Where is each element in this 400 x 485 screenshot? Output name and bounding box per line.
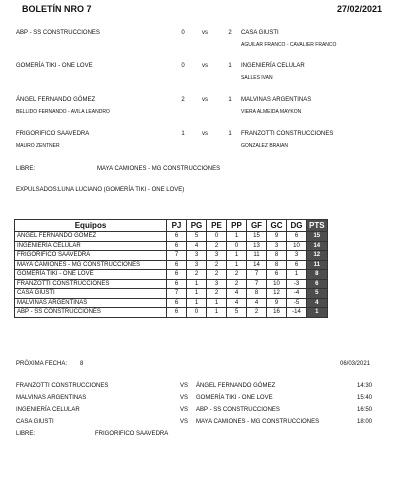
cell-pp: 4: [227, 289, 247, 299]
cell-gf: 7: [247, 270, 267, 280]
fixture-row: [0, 383, 400, 393]
cell-dg: 10: [287, 241, 307, 251]
cell-pe: 2: [207, 270, 227, 280]
cell-gf: 2: [247, 308, 267, 318]
fixture-row: [0, 395, 400, 405]
fixture-home: CASA GIUSTI: [16, 419, 54, 425]
cell-gc: 8: [267, 260, 287, 270]
home-team: ABP - SS CONSTRUCCIONES: [16, 30, 100, 36]
cell-pg: 1: [187, 289, 207, 299]
col-pj: PJ: [167, 220, 187, 232]
home-scorers: BELLIDO FERNANDO - AVILA LEANDRO: [16, 109, 110, 115]
standings-table: [14, 219, 328, 318]
cell-pj: 6: [167, 241, 187, 251]
standings-row: [15, 241, 328, 251]
fixture-home: INGENIERÍA CELULAR: [16, 407, 80, 413]
bulletin-date: 27/02/2021: [336, 4, 382, 14]
cell-gf: 4: [247, 298, 267, 308]
expulsados-label: EXPULSADOS:: [16, 187, 59, 193]
fixture-time: 16:50: [357, 407, 373, 413]
cell-pj: 6: [167, 270, 187, 280]
cell-pe: 2: [207, 241, 227, 251]
cell-team: INGENIERÍA CELULAR: [15, 241, 167, 251]
col-gc: GC: [267, 220, 287, 232]
cell-pp: 2: [227, 270, 247, 280]
cell-pj: 6: [167, 232, 187, 242]
cell-pe: 2: [207, 289, 227, 299]
cell-pg: 1: [187, 298, 207, 308]
fixture-time: 18:00: [357, 419, 373, 425]
fixture-row: [0, 419, 400, 429]
away-team: INGENIERÍA CELULAR: [241, 63, 305, 69]
cell-dg: -5: [287, 298, 307, 308]
fixture-time: 14:30: [357, 383, 373, 389]
away-scorers: AGUILAR FRANCO - CAVALIER FRANCO: [241, 42, 337, 48]
fixture-away: MAYA CAMIONES - MG CONSTRUCCIONES: [196, 419, 320, 425]
cell-dg: -14: [287, 308, 307, 318]
cell-pts: 5: [307, 289, 328, 299]
cell-pe: 2: [207, 260, 227, 270]
away-scorers: SALLES IVAN: [241, 75, 273, 81]
cell-team: ABP - SS CONSTRUCCIONES: [15, 308, 167, 318]
cell-pg: 2: [187, 270, 207, 280]
match-result: [0, 131, 400, 157]
cell-pts: 12: [307, 251, 328, 261]
fixture-away: GOMERÍA TIKI - ONE LOVE: [196, 395, 273, 401]
vs-label: vs: [202, 131, 208, 137]
cell-team: MALVINAS ARGENTINAS: [15, 298, 167, 308]
col-dg: DG: [287, 220, 307, 232]
cell-pp: 4: [227, 298, 247, 308]
next-libre-team: FRIGORIFICO SAAVEDRA: [95, 431, 169, 437]
fixture-away: ÁNGEL FERNANDO GÓMEZ: [196, 383, 276, 389]
cell-pts: 8: [307, 270, 328, 280]
cell-pg: 0: [187, 308, 207, 318]
vs-label: vs: [202, 97, 208, 103]
cell-team: ÁNGEL FERNANDO GÓMEZ: [15, 232, 167, 242]
col-pg: PG: [187, 220, 207, 232]
fixture-row: [0, 407, 400, 417]
away-team: FRANZOTTI CONSTRUCCIONES: [241, 131, 334, 137]
cell-gf: 7: [247, 279, 267, 289]
match-result: [0, 63, 400, 89]
cell-pe: 1: [207, 308, 227, 318]
away-scorers: GONZALEZ BRAIAN: [241, 143, 288, 149]
fixture-vs: VS: [180, 383, 189, 389]
col-pp: PP: [227, 220, 247, 232]
home-score: 0: [181, 63, 185, 69]
cell-pj: 7: [167, 251, 187, 261]
cell-gc: 6: [267, 270, 287, 280]
cell-pg: 4: [187, 241, 207, 251]
cell-dg: 6: [287, 232, 307, 242]
away-team: MALVINAS ARGENTINAS: [241, 97, 312, 103]
cell-gf: 11: [247, 251, 267, 261]
cell-dg: -4: [287, 289, 307, 299]
cell-pj: 6: [167, 298, 187, 308]
cell-gf: 15: [247, 232, 267, 242]
cell-team: FRIGORIFICO SAAVEDRA: [15, 251, 167, 261]
home-score: 2: [181, 97, 185, 103]
match-result: [0, 30, 400, 56]
cell-team: MAYA CAMIONES - MG CONSTRUCCIONES: [15, 260, 167, 270]
away-team: CASA GIUSTI: [241, 30, 279, 36]
cell-pts: 11: [307, 260, 328, 270]
fixture-home: MALVINAS ARGENTINAS: [16, 395, 87, 401]
cell-pp: 2: [227, 279, 247, 289]
cell-pp: 1: [227, 251, 247, 261]
standings-row: [15, 298, 328, 308]
away-scorers: VIERA ALMEIDA MAYKON: [241, 109, 302, 115]
cell-pts: 1: [307, 308, 328, 318]
cell-gf: 13: [247, 241, 267, 251]
home-team: ÁNGEL FERNANDO GÓMEZ: [16, 97, 96, 103]
away-score: 2: [228, 30, 232, 36]
col-equipos: Equipos: [15, 220, 167, 232]
home-score: 0: [181, 30, 185, 36]
cell-pj: 6: [167, 279, 187, 289]
cell-team: GOMERÍA TIKI - ONE LOVE: [15, 270, 167, 280]
libre-label: LIBRE:: [16, 166, 36, 172]
cell-pj: 6: [167, 308, 187, 318]
standings-header-row: [15, 220, 328, 232]
next-round-number: 8: [80, 361, 84, 367]
cell-pg: 3: [187, 251, 207, 261]
fixture-vs: VS: [180, 407, 189, 413]
cell-gc: 16: [267, 308, 287, 318]
home-score: 1: [181, 131, 185, 137]
col-pts: PTS: [307, 220, 328, 232]
next-round-date: 06/03/2021: [340, 361, 371, 367]
fixture-away: ABP - SS CONSTRUCCIONES: [196, 407, 280, 413]
cell-pp: 5: [227, 308, 247, 318]
cell-pe: 0: [207, 232, 227, 242]
home-team: GOMERÍA TIKI - ONE LOVE: [16, 63, 93, 69]
cell-pg: 3: [187, 260, 207, 270]
col-pe: PE: [207, 220, 227, 232]
standings-row: [15, 270, 328, 280]
home-team: FRIGORIFICO SAAVEDRA: [16, 131, 90, 137]
standings-row: [15, 308, 328, 318]
away-score: 1: [228, 63, 232, 69]
bulletin-title: BOLETÍN NRO 7: [22, 4, 92, 14]
home-scorers: MAURO ZENTNER: [16, 143, 60, 149]
fixture-vs: VS: [180, 395, 189, 401]
cell-dg: -3: [287, 279, 307, 289]
cell-pg: 1: [187, 279, 207, 289]
cell-dg: 6: [287, 260, 307, 270]
col-gf: GF: [247, 220, 267, 232]
fixture-home: FRANZOTTI CONSTRUCCIONES: [16, 383, 109, 389]
libre-team: MAYA CAMIONES - MG CONSTRUCCIONES: [97, 166, 221, 172]
cell-gc: 3: [267, 241, 287, 251]
expulsados-value: LUNA LUCIANO (GOMERÍA TIKI - ONE LOVE): [58, 187, 185, 193]
cell-pe: 3: [207, 279, 227, 289]
cell-team: CASA GIUSTI: [15, 289, 167, 299]
cell-gf: 8: [247, 289, 267, 299]
cell-pp: 1: [227, 232, 247, 242]
cell-pts: 4: [307, 298, 328, 308]
cell-pp: 1: [227, 260, 247, 270]
standings-row: [15, 251, 328, 261]
cell-dg: 1: [287, 270, 307, 280]
vs-label: vs: [202, 30, 208, 36]
cell-gc: 9: [267, 232, 287, 242]
cell-gc: 9: [267, 298, 287, 308]
fixture-time: 15:40: [357, 395, 373, 401]
cell-pe: 1: [207, 298, 227, 308]
away-score: 1: [228, 131, 232, 137]
next-libre-label: LIBRE:: [16, 431, 36, 437]
cell-team: FRANZOTTI CONSTRUCCIONES: [15, 279, 167, 289]
cell-pj: 7: [167, 289, 187, 299]
cell-gc: 10: [267, 279, 287, 289]
fixture-vs: VS: [180, 419, 189, 425]
cell-pts: 6: [307, 279, 328, 289]
cell-pp: 0: [227, 241, 247, 251]
match-result: [0, 97, 400, 123]
next-round-label: PRÓXIMA FECHA:: [16, 361, 68, 367]
cell-gf: 14: [247, 260, 267, 270]
cell-pj: 6: [167, 260, 187, 270]
cell-pts: 15: [307, 232, 328, 242]
standings-row: [15, 289, 328, 299]
standings-row: [15, 260, 328, 270]
cell-pe: 3: [207, 251, 227, 261]
cell-pts: 14: [307, 241, 328, 251]
cell-pg: 5: [187, 232, 207, 242]
standings-row: [15, 279, 328, 289]
away-score: 1: [228, 97, 232, 103]
standings-row: [15, 232, 328, 242]
cell-gc: 8: [267, 251, 287, 261]
cell-gc: 12: [267, 289, 287, 299]
cell-dg: 3: [287, 251, 307, 261]
vs-label: vs: [202, 63, 208, 69]
